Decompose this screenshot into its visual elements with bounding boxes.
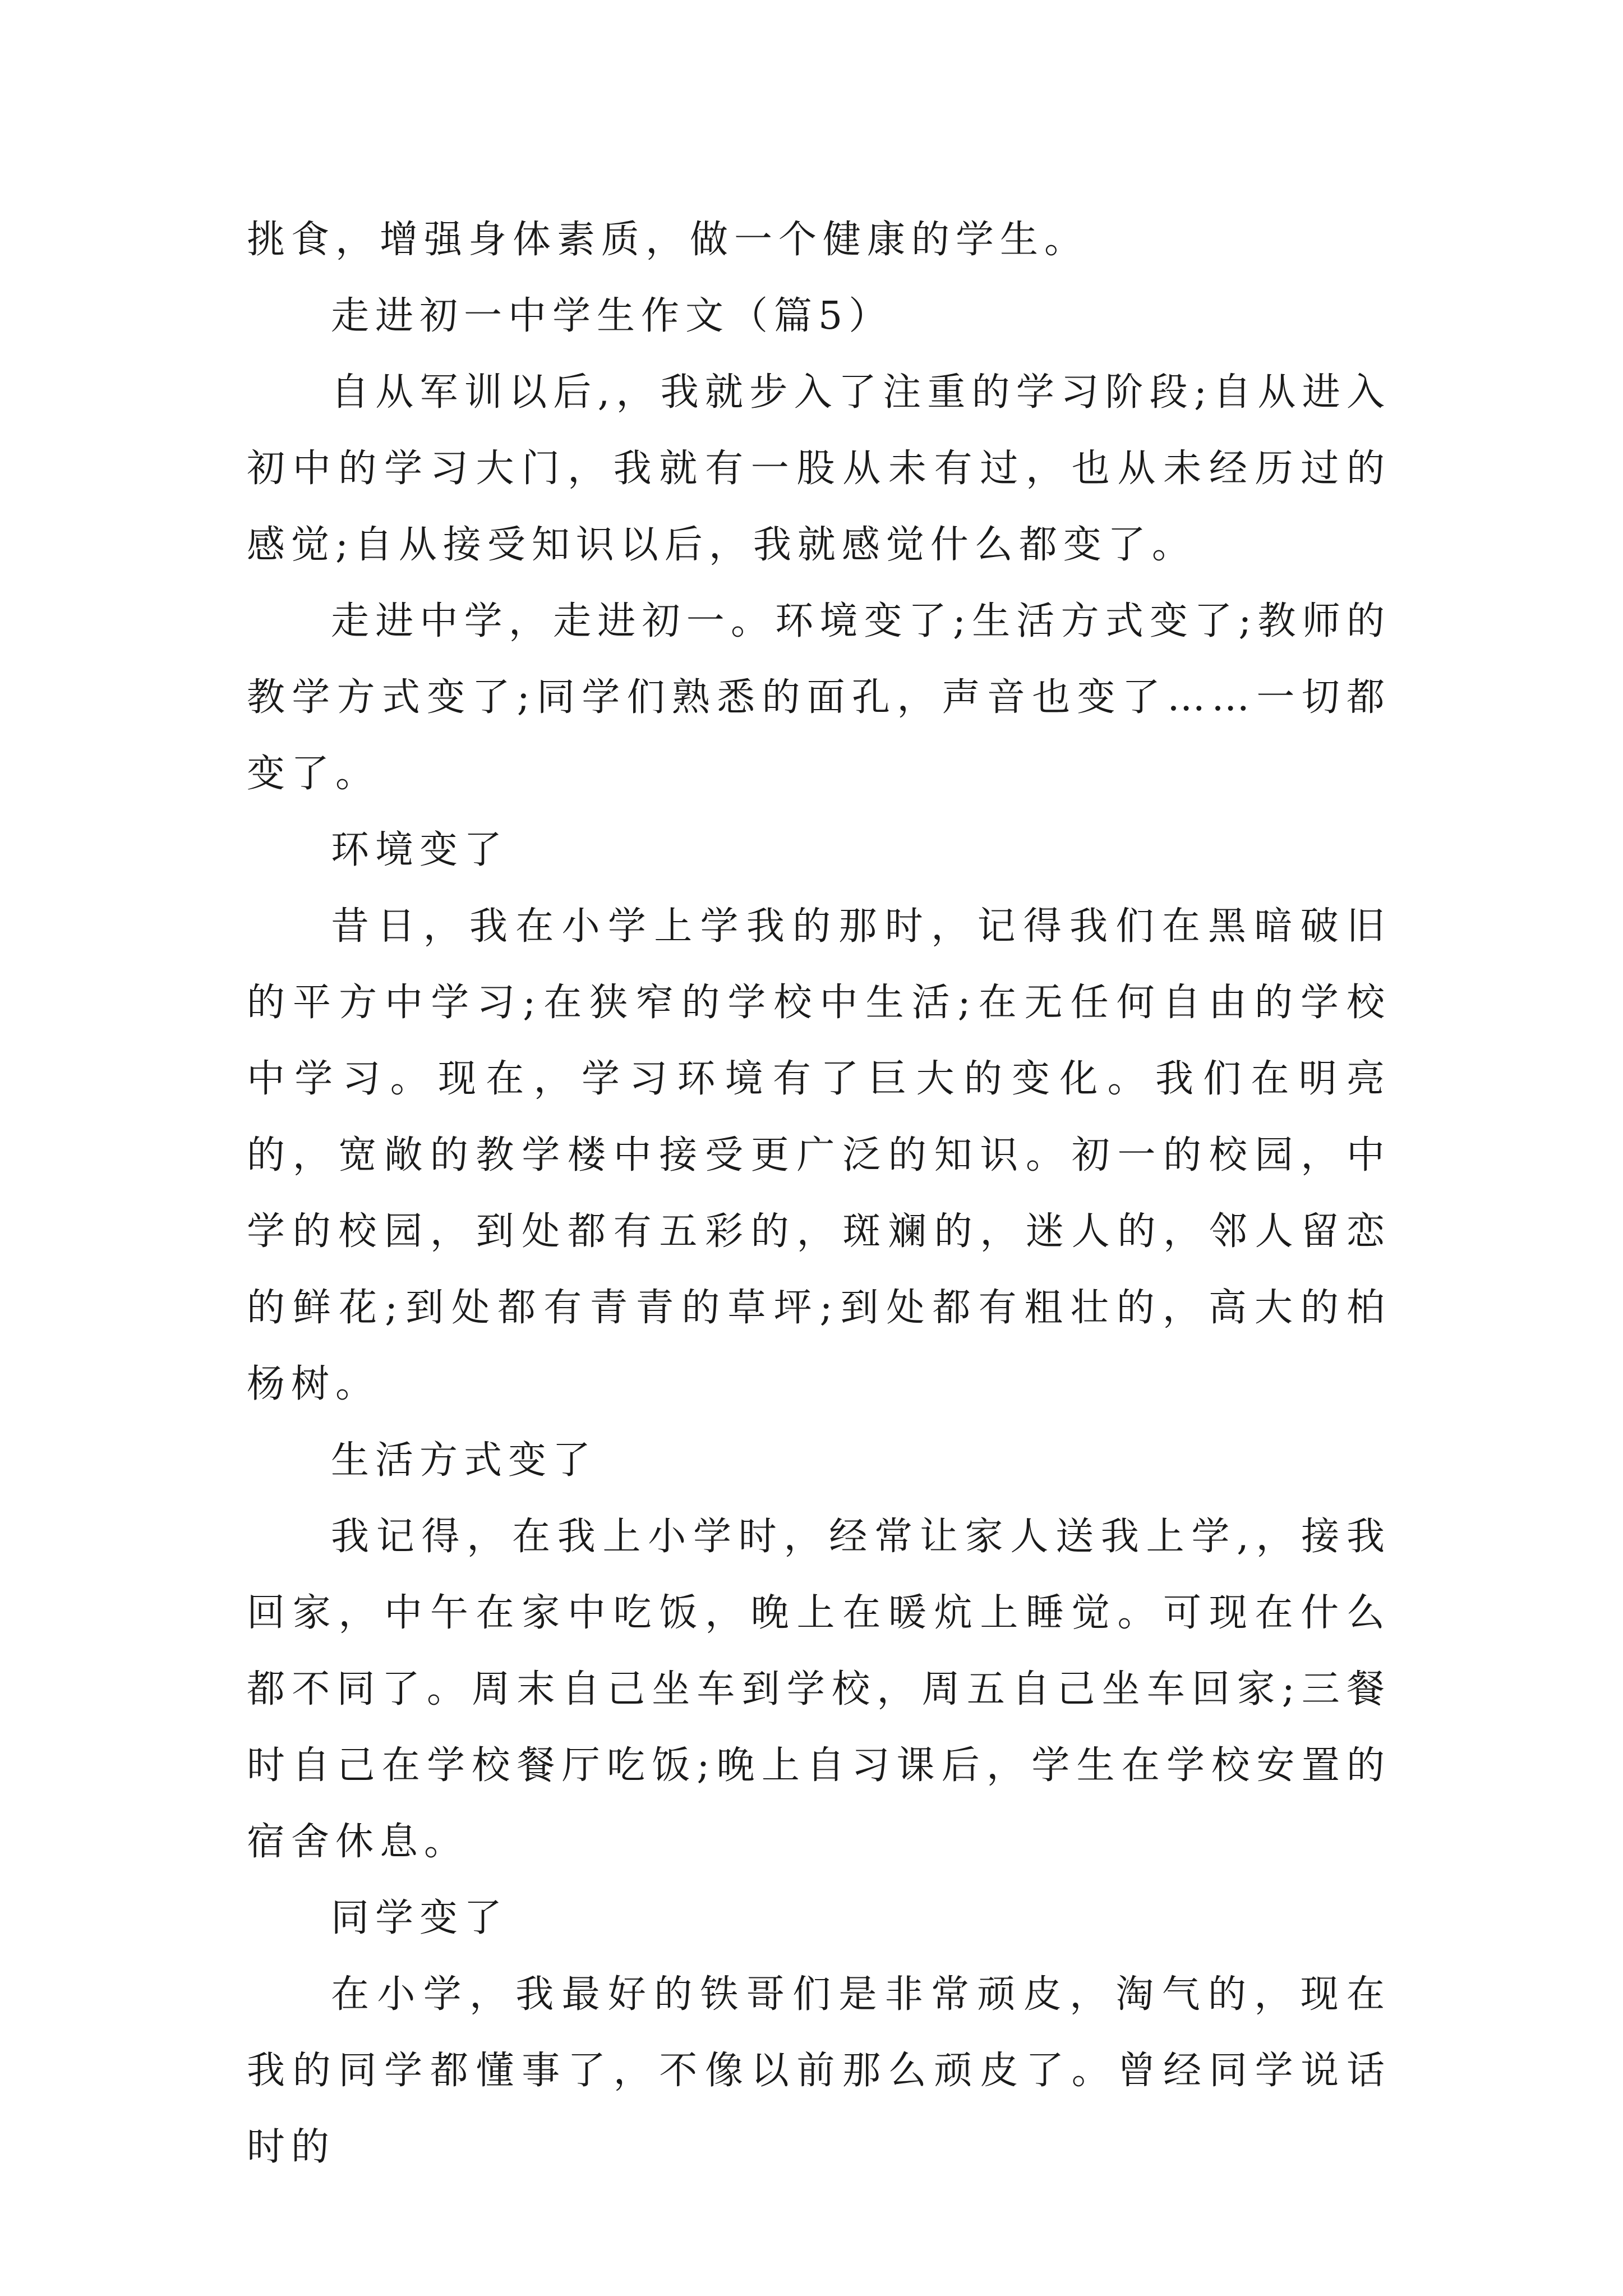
subheading: 环境变了 bbox=[331, 828, 509, 872]
paragraph: 我记得，在我上小学时，经常让家人送我上学,，接我回家，中午在家中吃饭，晚上在暖炕上睡觉。可现在什么都不同了。周末自己坐车到学校，周五自己坐车回家;三餐时自己在学校餐厅吃饭;晚上自习课后，学生在学校安置的宿舍休息。 bbox=[247, 1515, 1391, 1864]
paragraph: 自从军训以后,，我就步入了注重的学习阶段;自从进入初中的学习大门，我就有一股从未有过，也从未经历过的感觉;自从接受知识以后，我就感觉什么都变了。 bbox=[247, 370, 1391, 567]
subheading: 生活方式变了 bbox=[331, 1438, 597, 1483]
section-title: 走进初一中学生作文（篇5） bbox=[331, 294, 893, 338]
paragraph: 走进中学，走进初一。环境变了;生活方式变了;教师的教学方式变了;同学们熟悉的面孔，声音也变了……一切都变了。 bbox=[247, 599, 1391, 796]
paragraph: 在小学，我最好的铁哥们是非常顽皮，淘气的，现在我的同学都懂事了，不像以前那么顽皮了。曾经同学说话时的 bbox=[247, 1972, 1391, 2169]
paragraph: 挑食，增强身体素质，做一个健康的学生。 bbox=[247, 218, 1089, 262]
body-text bbox=[247, 202, 1391, 2185]
paragraph: 昔日，我在小学上学我的那时，记得我们在黑暗破旧的平方中学习;在狭窄的学校中生活;在无任何自由的学校中学习。现在，学习环境有了巨大的变化。我们在明亮的，宽敞的教学楼中接受更广泛的知识。初一的校园，中学的校园，到处都有五彩的，斑斓的，迷人的，邻人留恋的鲜花;到处都有青青的草坪;到处都有粗壮的，高大的柏杨树。 bbox=[247, 904, 1391, 1406]
subheading: 同学变了 bbox=[331, 1896, 509, 1940]
